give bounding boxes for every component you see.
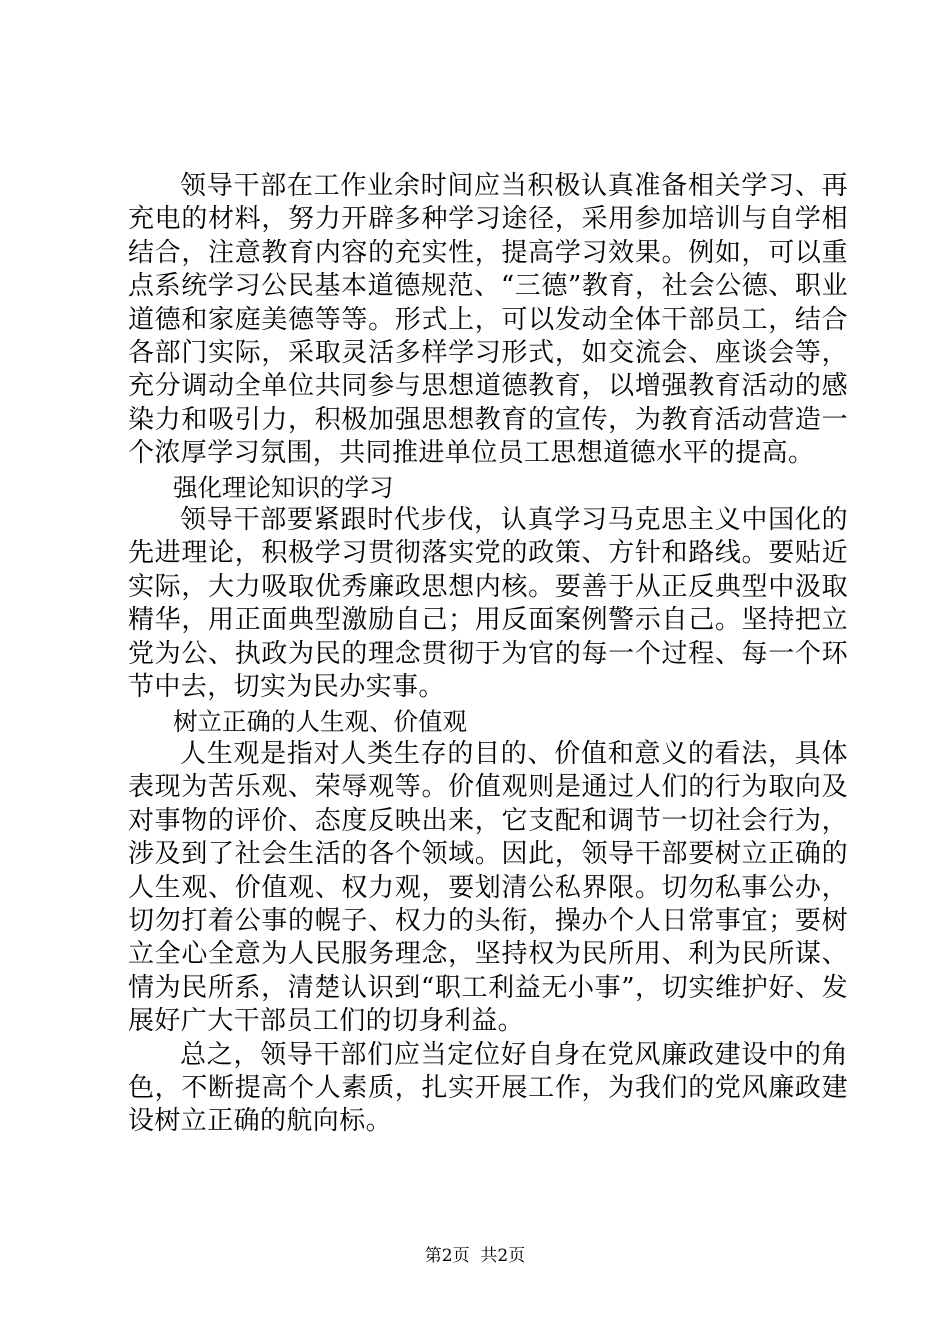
document-body	[128, 170, 848, 1139]
page-number: 第2页 共2页	[424, 1246, 526, 1266]
paragraph-theory-study: 领导干部要紧跟时代步伐，认真学习马克思主义中国化的先进理论，积极学习贯彻落实党的政策、方针和路线。要贴近实际，大力吸取优秀廉政思想内核。要善于从正反典型中汲取精华，用正面典型激励自己；用反面案例警示自己。坚持把立党为公、执政为民的理念贯彻于为官的每一个过程、每一个环节中去，切实为民办实事。	[128, 505, 848, 703]
section-heading-theory: 强化理论知识的学习	[173, 472, 394, 502]
section-heading-values: 树立正确的人生观、价值观	[173, 706, 467, 736]
page-footer	[0, 1244, 950, 1268]
paragraph-conclusion: 总之，领导干部们应当定位好自身在党风廉政建设中的角色，不断提高个人素质，扎实开展工作，为我们的党风廉政建设树立正确的航向标。	[128, 1039, 848, 1137]
paragraph-values: 人生观是指对人类生存的目的、价值和意义的看法，具体表现为苦乐观、荣辱观等。价值观则是通过人们的行为取向及对事物的评价、态度反映出来，它支配和调节一切社会行为，涉及到了社会生活的各个领域。因此，领导干部要树立正确的人生观、价值观、权力观，要划清公私界限。切勿私事公办，切勿打着公事的幌子、权力的头衔，操办个人日常事宜；要树立全心全意为人民服务理念，坚持权为民所用、利为民所谋、情为民所系，清楚认识到“职工利益无小事”，切实维护好、发展好广大干部员工们的切身利益。	[128, 738, 848, 1037]
paragraph-study-methods: 领导干部在工作业余时间应当积极认真准备相关学习、再充电的材料，努力开辟多种学习途径，采用参加培训与自学相结合，注意教育内容的充实性，提高学习效果。例如，可以重点系统学习公民基本道德规范、“三德”教育，社会公德、职业道德和家庭美德等等。形式上，可以发动全体干部员工，结合各部门实际，采取灵活多样学习形式，如交流会、座谈会等，充分调动全单位共同参与思想道德教育，以增强教育活动的感染力和吸引力，积极加强思想教育的宣传，为教育活动营造一个浓厚学习氛围，共同推进单位员工思想道德水平的提高。	[128, 171, 848, 469]
